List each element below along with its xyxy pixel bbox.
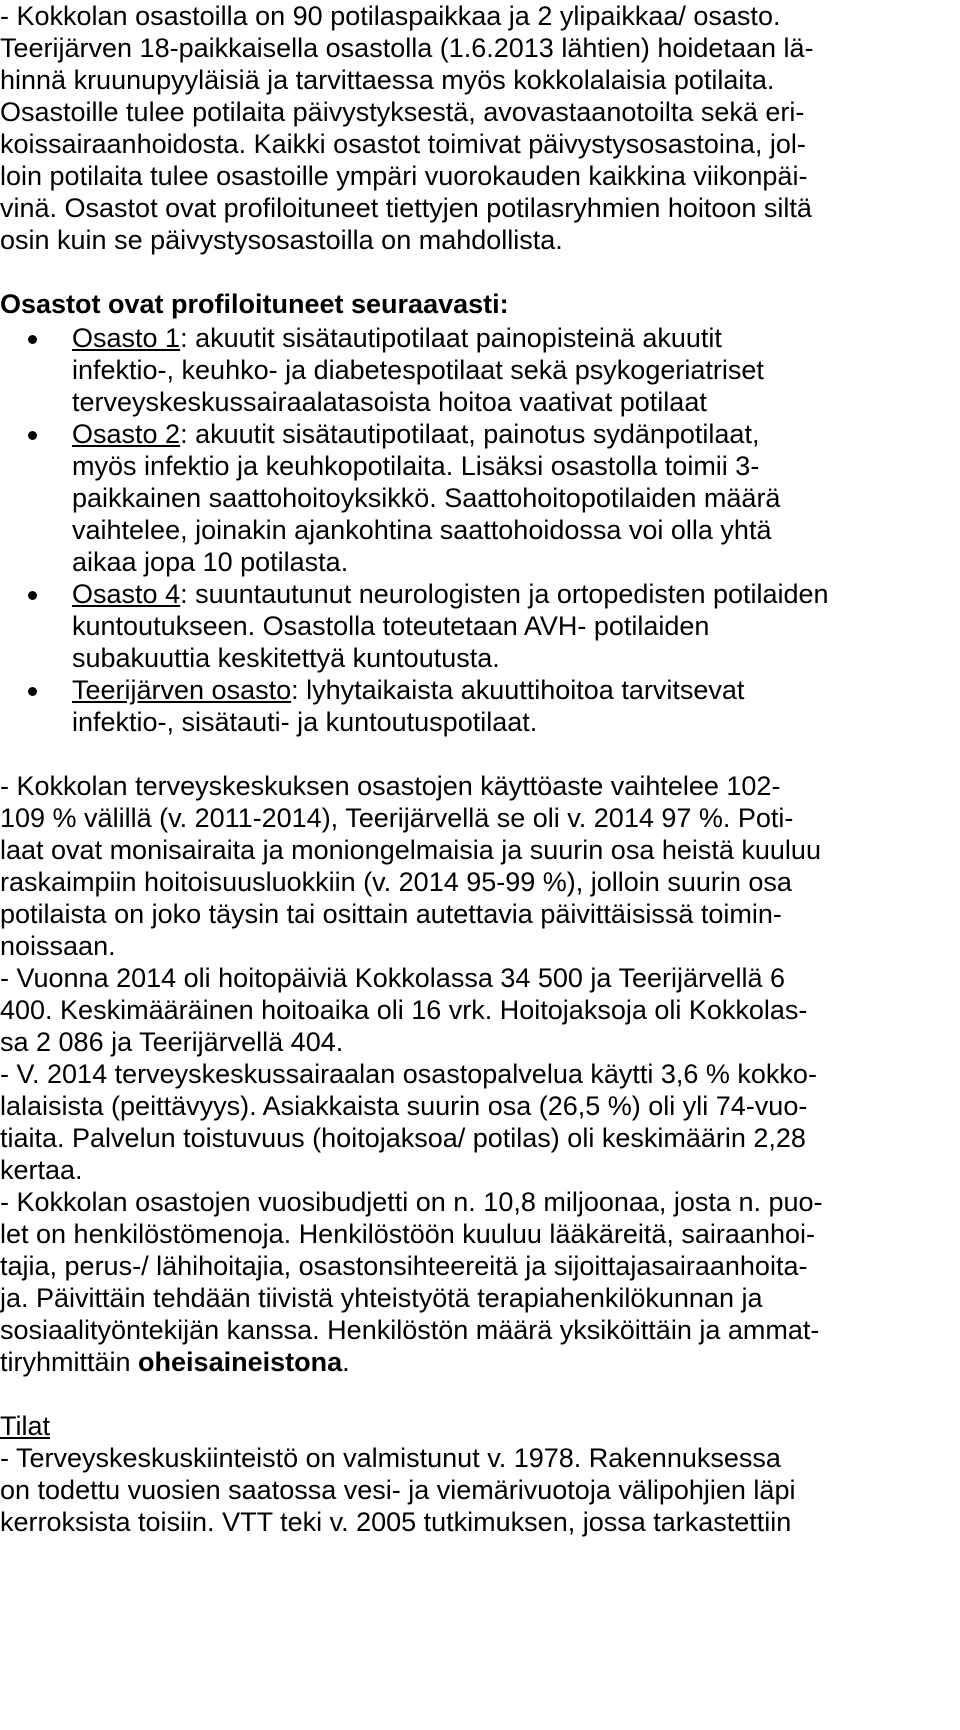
bullet-osasto-2-line-4: vaihtelee, joinakin ajankohtina saattohoidossa voi olla yhtä bbox=[72, 515, 772, 545]
bullet-label: Osasto 1 bbox=[72, 323, 181, 353]
bullet-osasto-1-line-3: terveyskeskussairaalatasoista hoitoa vaativat potilaat bbox=[72, 387, 707, 417]
stats-line-12: tiaita. Palvelun toistuvuus (hoitojaksoa/ potilas) oli keskimäärin 2,28 bbox=[0, 1123, 806, 1153]
stats-line-7: - Vuonna 2014 oli hoitopäiviä Kokkolassa 34 500 ja Teerijärvellä 6 bbox=[0, 963, 786, 993]
stats-line-14: - Kokkolan osastojen vuosibudjetti on n. 10,8 miljoonaa, josta n. puo- bbox=[0, 1187, 823, 1217]
stats-line-3: laat ovat monisairaita ja moniongelmaisia ja suurin osa heistä kuuluu bbox=[0, 835, 821, 865]
stats-last-suffix: . bbox=[342, 1347, 350, 1377]
bullet-osasto-4-line-2: kuntoutukseen. Osastolla toteutetaan AVH- potilaiden bbox=[72, 611, 710, 641]
bullet-text: akuutit sisätautipotilaat, painotus sydänpotilaat, bbox=[187, 419, 760, 449]
bullet-dot-icon bbox=[28, 335, 37, 344]
bullet-text: suuntautunut neurologisten ja ortopedisten potilaiden bbox=[187, 579, 829, 609]
stats-line-4: raskaimpiin hoitoisuusluokkiin (v. 2014 95-99 %), jolloin suurin osa bbox=[0, 867, 792, 897]
stats-line-16: tajia, perus-/ lähihoitajia, osastonsihteereitä ja sijoittajasairaanhoita- bbox=[0, 1251, 808, 1281]
intro-line-7: vinä. Osastot ovat profiloituneet tiettyjen potilasryhmien hoitoon siltä bbox=[0, 193, 812, 223]
stats-line-18: sosiaalityöntekijän kanssa. Henkilöstön määrä yksiköittäin ja ammat- bbox=[0, 1315, 820, 1345]
stats-line-17: ja. Päivittäin tehdään tiivistä yhteistyötä terapiahenkilökunnan ja bbox=[0, 1283, 763, 1313]
bullet-teerijarvi-line-1 bbox=[72, 674, 744, 707]
stats-line-9: sa 2 086 ja Teerijärvellä 404. bbox=[0, 1027, 344, 1057]
bullet-text: akuutit sisätautipotilaat painopisteinä akuutit bbox=[187, 323, 722, 353]
bullet-osasto-2-line-1 bbox=[72, 418, 759, 451]
profile-heading: Osastot ovat profiloituneet seuraavasti: bbox=[0, 289, 509, 319]
bullet-sep: : bbox=[180, 323, 188, 353]
stats-line-2: 109 % välillä (v. 2011-2014), Teerijärvellä se oli v. 2014 97 %. Poti- bbox=[0, 803, 794, 833]
bullet-label: Teerijärven osasto bbox=[72, 675, 292, 705]
bullet-dot-icon bbox=[28, 431, 37, 440]
intro-line-5: koissairaanhoidosta. Kaikki osastot toimivat päivystysosastoina, jol- bbox=[0, 129, 806, 159]
stats-line-19 bbox=[0, 1346, 350, 1379]
tilat-heading: Tilat bbox=[0, 1411, 51, 1441]
bullet-osasto-4-line-1 bbox=[72, 578, 829, 611]
bullet-osasto-2-line-3: paikkainen saattohoitoyksikkö. Saattohoitopotilaiden määrä bbox=[72, 483, 781, 513]
intro-line-1: - Kokkolan osastoilla on 90 potilaspaikkaa ja 2 ylipaikkaa/ osasto. bbox=[0, 1, 781, 31]
bullet-dot-icon bbox=[28, 687, 37, 696]
bullet-sep: : bbox=[180, 579, 188, 609]
tilat-line-2: on todettu vuosien saatossa vesi- ja viemärivuotoja välipohjien läpi bbox=[0, 1475, 796, 1505]
stats-last-prefix: tiryhmittäin bbox=[0, 1347, 139, 1377]
intro-line-3: hinnä kruunupyyläisiä ja tarvittaessa myös kokkolalaisia potilaita. bbox=[0, 65, 775, 95]
stats-line-11: lalaisista (peittävyys). Asiakkaista suurin osa (26,5 %) oli yli 74-vuo- bbox=[0, 1091, 808, 1121]
bullet-sep: : bbox=[291, 675, 299, 705]
intro-line-2: Teerijärven 18-paikkaisella osastolla (1.6.2013 lähtien) hoidetaan lä- bbox=[0, 33, 814, 63]
stats-line-10: - V. 2014 terveyskeskussairaalan osastopalvelua käytti 3,6 % kokko- bbox=[0, 1059, 817, 1089]
attachment-reference: oheisaineistona bbox=[138, 1347, 343, 1377]
stats-line-1: - Kokkolan terveyskeskuksen osastojen käyttöaste vaihtelee 102- bbox=[0, 771, 781, 801]
bullet-dot-icon bbox=[28, 591, 37, 600]
bullet-label: Osasto 4 bbox=[72, 579, 181, 609]
tilat-line-1: - Terveyskeskuskiinteistö on valmistunut v. 1978. Rakennuksessa bbox=[0, 1443, 781, 1473]
stats-line-13: kertaa. bbox=[0, 1155, 83, 1185]
bullet-osasto-1-line-1 bbox=[72, 322, 722, 355]
bullet-osasto-2-line-5: aikaa jopa 10 potilasta. bbox=[72, 547, 349, 577]
tilat-line-3: kerroksista toisiin. VTT teki v. 2005 tutkimuksen, jossa tarkastettiin bbox=[0, 1507, 792, 1537]
bullet-teerijarvi-line-2: infektio-, sisätauti- ja kuntoutuspotilaat. bbox=[72, 707, 538, 737]
stats-line-6: noissaan. bbox=[0, 931, 116, 961]
intro-line-6: loin potilaita tulee osastoille ympäri vuorokauden kaikkina viikonpäi- bbox=[0, 161, 808, 191]
stats-line-8: 400. Keskimääräinen hoitoaika oli 16 vrk. Hoitojaksoja oli Kokkolas- bbox=[0, 995, 808, 1025]
bullet-osasto-4-line-3: subakuuttia keskitettyä kuntoutusta. bbox=[72, 643, 500, 673]
intro-line-4: Osastoille tulee potilaita päivystyksestä, avovastaanotoilta sekä eri- bbox=[0, 97, 805, 127]
intro-line-8: osin kuin se päivystysosastoilla on mahdollista. bbox=[0, 225, 563, 255]
bullet-label: Osasto 2 bbox=[72, 419, 181, 449]
bullet-text: lyhytaikaista akuuttihoitoa tarvitsevat bbox=[298, 675, 745, 705]
bullet-osasto-1-line-2: infektio-, keuhko- ja diabetespotilaat sekä psykogeriatriset bbox=[72, 355, 764, 385]
stats-line-15: let on henkilöstömenoja. Henkilöstöön kuuluu lääkäreitä, sairaanhoi- bbox=[0, 1219, 815, 1249]
bullet-osasto-2-line-2: myös infektio ja keuhkopotilaita. Lisäksi osastolla toimii 3- bbox=[72, 451, 760, 481]
bullet-sep: : bbox=[180, 419, 188, 449]
stats-line-5: potilaista on joko täysin tai osittain autettavia päivittäisissä toimin- bbox=[0, 899, 782, 929]
